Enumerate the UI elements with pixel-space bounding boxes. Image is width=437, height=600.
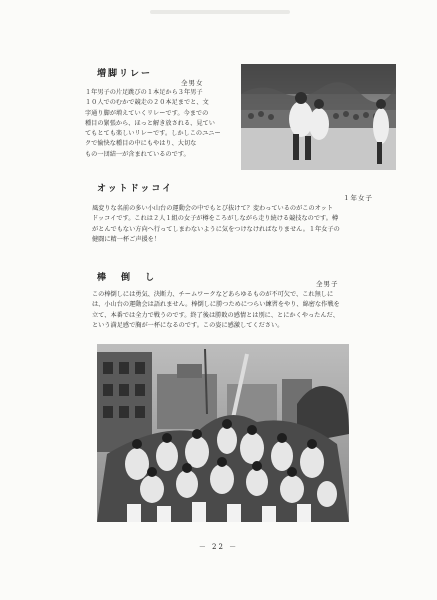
body-line: という満足感で胸が一杯になるのです。この姿に感激してください。 (92, 321, 284, 329)
body-line: は、小山台の運動会は語れません。棒倒しに勝つためにつらい練習をやり、綿密な作戦を (92, 301, 340, 309)
body-line: １年男子の片足跳びの１本足から３年男子 (85, 89, 203, 96)
body-line: もの一団結一が含まれているのです。 (85, 150, 190, 158)
body-line: てもとても楽しいリレーです。しかしこのユニー (85, 130, 221, 138)
body-line: クで愉快な種目の中にもやはり、大切な (85, 140, 197, 148)
body-line: 字通り脚が増えていくリレーです。今までの (85, 109, 209, 117)
boutaoshi-photo (97, 344, 349, 522)
body-line: 立て、本番では全力で戦うのです。終了後は勝敗の感情とは別に、とにかくやったんだ、 (92, 311, 339, 319)
body-line: 種目の緊張から、ほっと解き放される、見てい (85, 119, 215, 127)
body-line: 風変りな名前の多い小山台の運動会の中でもとび抜けて？変わっているのがこのオット (92, 205, 334, 212)
section-audience-relay: 全男女 (181, 79, 204, 87)
boutaoshi-photo-image (97, 344, 349, 522)
relay-photo (241, 64, 396, 170)
section-title-boutaoshi: 棒 倒 し (97, 273, 158, 283)
section-body-ottodokkoi (92, 204, 352, 245)
section-body-relay (85, 88, 240, 160)
section-body-boutaoshi (92, 290, 352, 331)
body-line: がとんでもない方向へ行ってしまわないように気をつけなければなりません。１年女子の (92, 225, 340, 233)
body-line: 健闘に精一杯ご声援を！ (92, 235, 161, 243)
relay-photo-image (241, 64, 396, 170)
section-title-ottodokkoi: オットドッコイ (97, 184, 174, 194)
page-number: － 22 － (198, 543, 239, 551)
body-line: この棒倒しには勇気、決断力、チームワークなどあらゆるものが不可欠で、これ無しに (92, 291, 334, 298)
body-line: ドッコイです。これは２人１組の女子が樽をころがしながら走り続ける競技なのです。樽 (92, 215, 339, 223)
faint-header-bleed (150, 10, 290, 14)
section-title-relay: 増脚リレー (97, 69, 153, 79)
body-line: １０人でのむかで競走の２０本足までと、文 (85, 99, 209, 107)
section-audience-boutaoshi: 全男子 (316, 280, 339, 288)
section-audience-ottodokkoi: １年女子 (343, 194, 373, 202)
